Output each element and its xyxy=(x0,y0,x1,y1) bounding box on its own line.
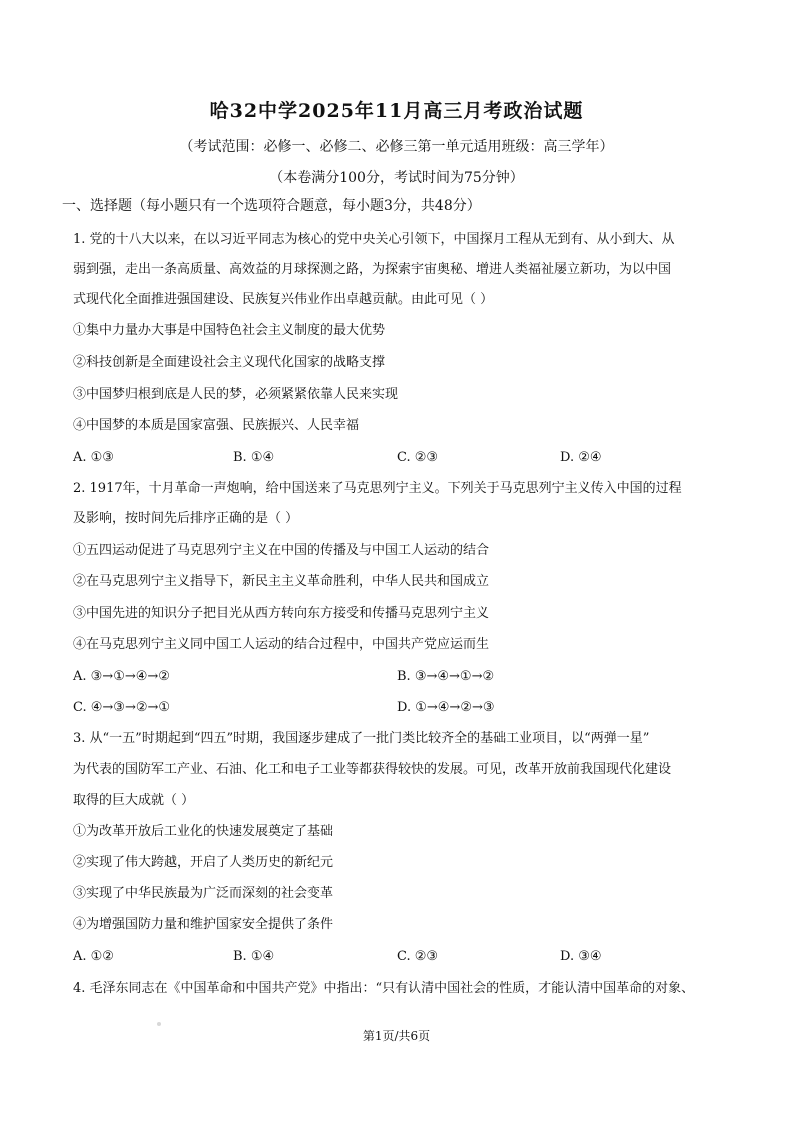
q1-option-b[interactable]: B. ①④ xyxy=(233,450,275,465)
q2-item: ①五四运动促进了马克思列宁主义在中国的传播及与中国工人运动的结合 xyxy=(73,543,490,558)
section-heading: 一、选择题（每小题只有一个选项符合题意，每小题3分，共48分） xyxy=(62,198,481,214)
q2-stem-line: 及影响，按时间先后排序正确的是（ ） xyxy=(73,511,299,526)
q2-stem-line: 2. 1917年，十月革命一声炮响，给中国送来了马克思列宁主义。下列关于马克思列宁主义传入中国的过程 xyxy=(73,481,682,496)
q3-item: ④为增强国防力量和维护国家安全提供了条件 xyxy=(73,917,334,932)
q2-item: ③中国先进的知识分子把目光从西方转向东方接受和传播马克思列宁主义 xyxy=(73,606,490,621)
q1-stem-line: 式现代化全面推进强国建设、民族复兴伟业作出卓越贡献。由此可见（ ） xyxy=(73,292,494,307)
q2-option-b[interactable]: B. ③→④→①→② xyxy=(397,669,495,684)
q3-stem-line: 3. 从“一五”时期起到“四五”时期，我国逐步建成了一批门类比较齐全的基础工业项目，以“两弹一星” xyxy=(73,731,650,746)
q1-stem-line: 弱到强，走出一条高质量、高效益的月球探测之路，为探索宇宙奥秘、增进人类福祉屡立新功，为以中国 xyxy=(73,262,672,277)
q1-option-a[interactable]: A. ①③ xyxy=(73,450,114,465)
page-footer: 第1页/共6页 xyxy=(362,1029,431,1043)
q1-item: ②科技创新是全面建设社会主义现代化国家的战略支撑 xyxy=(73,355,386,370)
q3-option-d[interactable]: D. ③④ xyxy=(560,949,602,964)
q1-item: ④中国梦的本质是国家富强、民族振兴、人民幸福 xyxy=(73,418,360,433)
q3-stem-line: 为代表的国防军工产业、石油、化工和电子工业等都获得较快的发展。可见，改革开放前我国现代化建设 xyxy=(73,762,672,777)
scan-dot xyxy=(157,1022,161,1026)
q3-stem-line: 取得的巨大成就（ ） xyxy=(73,793,195,808)
q3-item: ①为改革开放后工业化的快速发展奠定了基础 xyxy=(73,824,334,839)
q2-item: ④在马克思列宁主义同中国工人运动的结合过程中，中国共产党应运而生 xyxy=(73,637,490,652)
q2-option-a[interactable]: A. ③→①→④→② xyxy=(73,669,170,684)
q2-item: ②在马克思列宁主义指导下，新民主主义革命胜利，中华人民共和国成立 xyxy=(73,574,490,589)
page-title: 哈32中学2025年11月高三月考政治试题 xyxy=(209,100,584,122)
score-time: （本卷满分100分，考试时间为75分钟） xyxy=(269,170,524,186)
q1-item: ①集中力量办大事是中国特色社会主义制度的最大优势 xyxy=(73,323,386,338)
q2-option-c[interactable]: C. ④→③→②→① xyxy=(73,700,171,715)
q3-item: ②实现了伟大跨越，开启了人类历史的新纪元 xyxy=(73,855,334,870)
q4-stem-line: 4. 毛泽东同志在《中国革命和中国共产党》中指出：“只有认清中国社会的性质，才能认清中国革命的对象、 xyxy=(73,981,695,996)
q1-option-c[interactable]: C. ②③ xyxy=(397,450,439,465)
q3-option-c[interactable]: C. ②③ xyxy=(397,949,439,964)
q2-option-d[interactable]: D. ①→④→②→③ xyxy=(397,700,495,715)
q1-stem-line: 1. 党的十八大以来，在以习近平同志为核心的党中央关心引领下，中国探月工程从无到有、从小到大、从 xyxy=(73,232,675,247)
q3-item: ③实现了中华民族最为广泛而深刻的社会变革 xyxy=(73,886,334,901)
q3-option-b[interactable]: B. ①④ xyxy=(233,949,275,964)
exam-scope: （考试范围：必修一、必修二、必修三第一单元适用班级：高三学年） xyxy=(179,139,614,155)
q1-option-d[interactable]: D. ②④ xyxy=(560,450,602,465)
q1-item: ③中国梦归根到底是人民的梦，必须紧紧依靠人民来实现 xyxy=(73,387,399,402)
q3-option-a[interactable]: A. ①② xyxy=(73,949,114,964)
